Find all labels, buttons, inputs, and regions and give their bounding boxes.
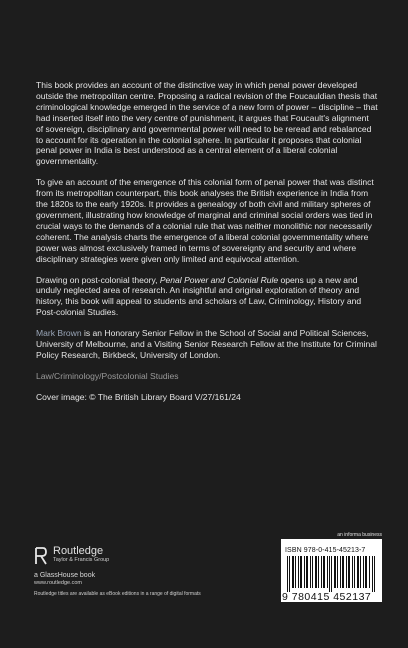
barcode-digits: 9 780415 452137 bbox=[282, 591, 372, 603]
blurb-paragraph-2: To give an account of the emergence of this colonial form of penal power that was distinct from its metropolitan counterpart, this book analyses the British experience in India from the 1820s to the early 1920s. It provides a genealogy of both civil and military spheres of government, illustrating how knowledge of marginal and criminal social orders was tied in crucial ways to the demands of a colonial rule that was neither monolithic nor necessarily coherent. The analysis charts the emergence of a liberal colonial governmentality where power was almost exclusively framed in terms of sovereignty and security and where disciplinary strategies were given only limited and equivocal attention. bbox=[36, 177, 374, 264]
blurb-paragraph-1: This book provides an account of the distinctive way in which penal power developed outside the metropolitan centre. Proposing a radical revision of the Foucauldian thesis that criminological knowledge emerged in the service of a new form of power – discipline – that had inserted itself into the very centre of punishment, it argues that Foucault's alignment of sovereign, disciplinary and governmental power will need to be reread and rebalanced to account for its operation in the colonial sphere. In particular it proposes that colonial penal power in India is best understood as a central element of a liberal colonial governmentality. bbox=[36, 80, 378, 167]
blurb-paragraph-3-start: Drawing on post-colonial theory, bbox=[36, 274, 160, 285]
publisher-website: www.routledge.com bbox=[34, 580, 82, 586]
publisher-brand: Routledge bbox=[53, 545, 104, 557]
informa-label: an informa business bbox=[337, 532, 382, 538]
author-bio-text: is an Honorary Senior Fellow in the School of Social and Political Sciences, University of Melbourne, and a Visiting Senior Research Fellow at the Institute for Criminal Policy Research, Birkbeck, University of London. bbox=[36, 328, 377, 360]
barcode-area bbox=[281, 532, 382, 602]
author-bio bbox=[36, 328, 378, 361]
blurb bbox=[36, 80, 378, 403]
routledge-logo-icon bbox=[34, 545, 48, 567]
publisher-group: Taylor & Francis Group bbox=[53, 557, 110, 563]
publisher-logo bbox=[34, 545, 274, 587]
publisher-imprint: a GlassHouse book bbox=[34, 572, 96, 579]
ebook-note: Routledge titles are available as eBook editions in a range of digital formats bbox=[34, 591, 201, 597]
cover-credit: Cover image: © The British Library Board V/27/161/24 bbox=[36, 391, 241, 402]
isbn-text: ISBN 978-0-415-45213-7 bbox=[285, 547, 366, 554]
blurb-paragraph-3-end: opens up a new and unduly neglected area of research. An insightful and original exploration of theory and history, this book will appeal to students and scholars of Law, Criminology, History and Post-colonial Studies. bbox=[36, 274, 362, 318]
subject-category: Law/Criminology/Postcolonial Studies bbox=[36, 370, 179, 381]
barcode-icon bbox=[287, 556, 377, 592]
blurb-paragraph-3 bbox=[36, 275, 378, 319]
barcode-panel bbox=[281, 539, 382, 602]
book-title: Penal Power and Colonial Rule bbox=[159, 274, 279, 285]
author-name: Mark Brown bbox=[36, 328, 82, 339]
